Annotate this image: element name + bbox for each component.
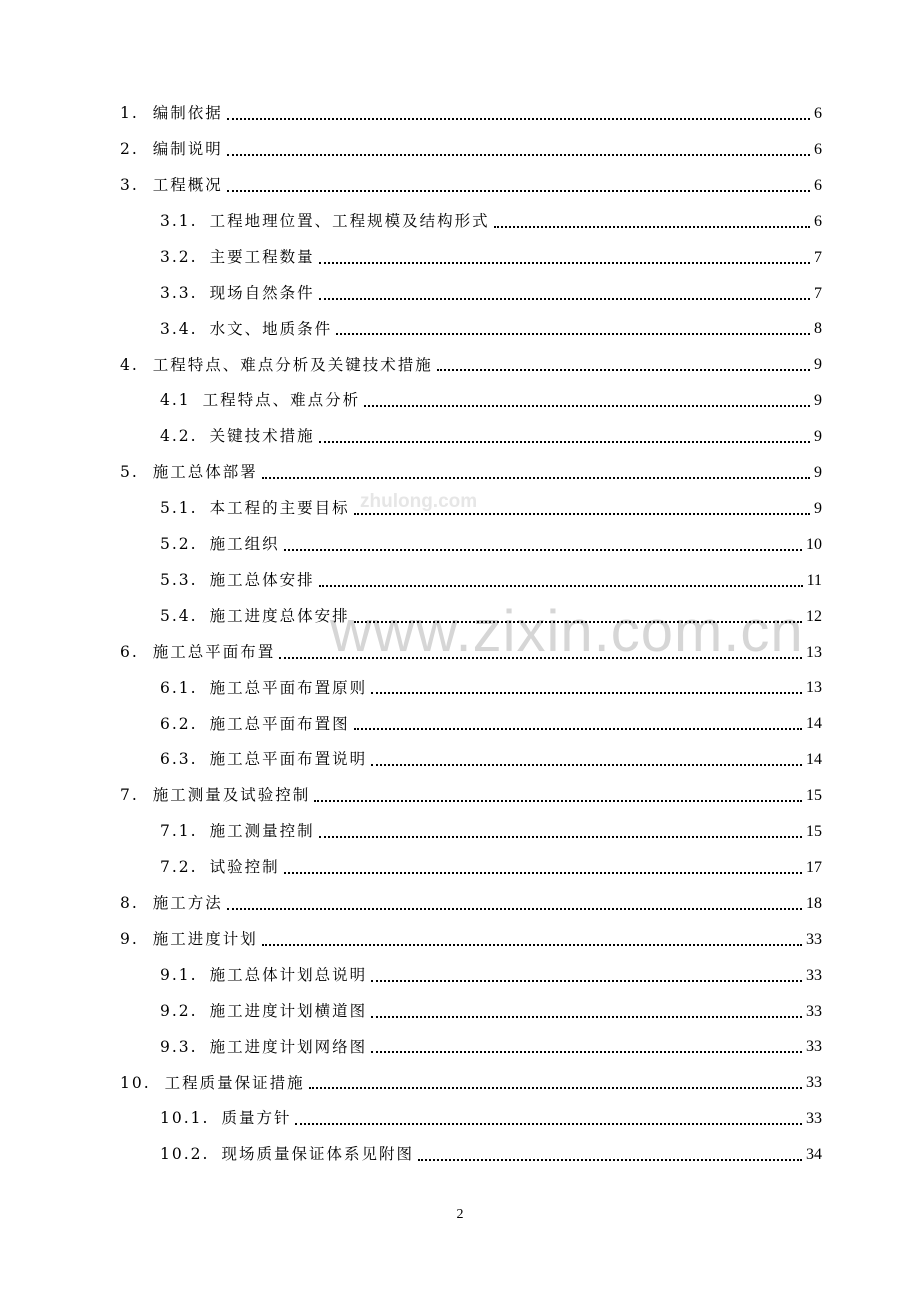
toc-entry-number: 3.3.: [160, 283, 198, 302]
toc-entry-title: 工程特点、难点分析及关键技术措施: [152, 355, 433, 374]
toc-entry-page: 17: [806, 858, 822, 876]
toc-entry[interactable]: [160, 670, 822, 706]
toc-dot-leader: [319, 298, 810, 300]
toc-entry-number: 3.4.: [160, 319, 198, 338]
toc-dot-leader: [319, 262, 810, 264]
toc-entry-number: 10.2.: [160, 1145, 210, 1164]
toc-entry-number: 6.: [120, 642, 139, 661]
toc-entry-number: 7.: [120, 786, 139, 805]
toc-entry-number: 3.: [120, 176, 139, 195]
toc-entry-number: 6.1.: [160, 678, 198, 697]
toc-entry[interactable]: [160, 419, 822, 455]
toc-dot-leader: [319, 836, 802, 838]
toc-entry-title: 施工总平面布置: [152, 642, 276, 661]
toc-entry-number: 5.1.: [160, 499, 198, 518]
toc-entry[interactable]: [160, 599, 822, 635]
toc-dot-leader: [319, 441, 810, 443]
toc-entry-page: 13: [806, 643, 822, 661]
toc-entry[interactable]: [120, 455, 822, 491]
toc-entry-page: 15: [806, 823, 822, 840]
toc-entry-number: 5.: [120, 463, 139, 482]
toc-entry-page: 9: [814, 499, 822, 517]
toc-entry-title: 施工进度总体安排: [209, 606, 350, 625]
toc-entry[interactable]: [120, 635, 822, 671]
toc-dot-leader: [418, 1159, 802, 1161]
toc-entry-number: 5.2.: [160, 535, 198, 554]
toc-entry[interactable]: [160, 850, 822, 886]
toc-dot-leader: [227, 190, 810, 192]
toc-dot-leader: [227, 118, 810, 120]
toc-entry-page: 9: [814, 464, 822, 481]
toc-entry[interactable]: [160, 276, 822, 312]
toc-entry[interactable]: [160, 1029, 822, 1065]
toc-dot-leader: [371, 980, 802, 982]
toc-entry-title: 施工总平面布置原则: [209, 678, 368, 697]
toc-dot-leader: [314, 800, 802, 802]
toc-entry-number: 10.1.: [160, 1109, 210, 1128]
toc-entry-title: 编制依据: [152, 104, 223, 123]
toc-entry-title: 施工方法: [152, 894, 223, 913]
toc-dot-leader: [364, 405, 810, 407]
toc-dot-leader: [309, 1087, 802, 1089]
toc-entry-page: 8: [814, 320, 822, 338]
toc-dot-leader: [371, 1016, 802, 1018]
toc-entry[interactable]: [160, 742, 822, 778]
toc-dot-leader: [295, 1123, 802, 1125]
toc-entry-title: 施工进度计划: [152, 929, 258, 948]
toc-entry-page: 9: [814, 356, 822, 374]
toc-entry[interactable]: [160, 204, 822, 240]
toc-dot-leader: [227, 154, 810, 156]
toc-entry-page: 33: [806, 1002, 822, 1020]
toc-dot-leader: [494, 226, 810, 228]
toc-entry-title: 水文、地质条件: [209, 319, 333, 338]
toc-entry-title: 工程特点、难点分析: [202, 391, 361, 410]
toc-entry-number: 3.2.: [160, 247, 198, 266]
toc-entry[interactable]: [120, 886, 822, 922]
toc-entry-number: 5.4.: [160, 606, 198, 625]
toc-entry-number: 9.1.: [160, 965, 198, 984]
toc-entry-page: 7: [814, 284, 822, 302]
toc-entry-number: 7.2.: [160, 858, 198, 877]
toc-entry[interactable]: [160, 958, 822, 994]
toc-entry-page: 11: [806, 571, 822, 589]
toc-dot-leader: [437, 369, 810, 371]
toc-entry-page: 33: [806, 930, 822, 948]
toc-dot-leader: [354, 621, 802, 623]
toc-entry-number: 1.: [120, 104, 139, 123]
toc-entry-number: 9.: [120, 929, 139, 948]
toc-entry-title: 施工总平面布置说明: [209, 750, 368, 769]
toc-entry-page: 14: [806, 751, 822, 769]
toc-entry-number: 2.: [120, 140, 139, 159]
toc-entry-number: 6.2.: [160, 714, 198, 733]
toc-entry-page: 6: [814, 140, 822, 158]
toc-dot-leader: [262, 944, 802, 946]
toc-dot-leader: [336, 333, 810, 335]
toc-entry-number: 6.3.: [160, 750, 198, 769]
toc-entry-page: 13: [806, 679, 822, 697]
toc-entry[interactable]: [160, 814, 822, 850]
toc-entry[interactable]: [160, 563, 822, 599]
toc-entry[interactable]: [120, 347, 822, 383]
toc-entry-page: 6: [814, 212, 822, 230]
toc-entry-number: 3.1.: [160, 211, 198, 230]
toc-entry-title: 关键技术措施: [209, 427, 315, 446]
toc-entry-title: 试验控制: [209, 858, 280, 877]
toc-entry-title: 工程概况: [152, 176, 223, 195]
toc-dot-leader: [371, 692, 802, 694]
toc-entry[interactable]: [160, 1137, 822, 1173]
watermark-small: zhulong.com: [360, 491, 478, 512]
toc-entry-title: 施工总体安排: [209, 570, 315, 589]
toc-dot-leader: [284, 549, 802, 551]
toc-entry-title: 施工测量及试验控制: [152, 786, 311, 805]
toc-dot-leader: [371, 1051, 802, 1053]
toc-entry-page: 18: [806, 894, 822, 912]
toc-entry-title: 现场自然条件: [209, 283, 315, 302]
toc-entry[interactable]: [120, 778, 822, 814]
toc-entry-page: 33: [806, 1038, 822, 1056]
toc-entry-page: 9: [814, 392, 822, 410]
toc-entry-title: 现场质量保证体系见附图: [221, 1145, 414, 1164]
toc-entry-number: 9.2.: [160, 1001, 198, 1020]
toc-entry-title: 施工总体部署: [152, 463, 258, 482]
toc-entry-page: 33: [806, 966, 822, 984]
toc-entry-page: 7: [814, 248, 822, 266]
toc-entry-title: 施工总平面布置图: [209, 714, 350, 733]
toc-dot-leader: [354, 513, 810, 515]
toc-entry[interactable]: [120, 922, 822, 958]
toc-entry[interactable]: [160, 527, 822, 563]
toc-entry[interactable]: [160, 311, 822, 347]
toc-entry[interactable]: [120, 168, 822, 204]
toc-entry-title: 施工进度计划网络图: [209, 1037, 368, 1056]
toc-entry[interactable]: [160, 706, 822, 742]
toc-entry-number: 4.: [120, 355, 139, 374]
toc-entry-title: 工程地理位置、工程规模及结构形式: [209, 211, 490, 230]
toc-entry[interactable]: [160, 240, 822, 276]
toc-entry-title: 工程质量保证措施: [164, 1073, 305, 1092]
toc-entry-page: 10: [806, 535, 822, 553]
toc-entry-number: 7.1.: [160, 822, 198, 841]
toc-entry-number: 10.: [120, 1073, 151, 1092]
toc-entry-title: 施工总体计划总说明: [209, 965, 368, 984]
toc-entry[interactable]: [160, 1101, 822, 1137]
toc-entry-title: 编制说明: [152, 140, 223, 159]
toc-entry[interactable]: [120, 1065, 822, 1101]
toc-dot-leader: [354, 728, 802, 730]
toc-entry-page: 34: [806, 1146, 822, 1164]
toc-entry-number: 4.2.: [160, 427, 198, 446]
toc-dot-leader: [262, 477, 810, 479]
toc-entry-title: 施工进度计划横道图: [209, 1001, 368, 1020]
toc-entry[interactable]: [120, 132, 822, 168]
toc-entry-page: 14: [806, 715, 822, 733]
toc-entry-page: 9: [814, 428, 822, 446]
toc-dot-leader: [227, 908, 802, 910]
toc-entry-number: 4.1: [160, 391, 191, 410]
toc-entry-page: 33: [806, 1074, 822, 1092]
toc-dot-leader: [319, 585, 803, 587]
toc-dot-leader: [279, 657, 802, 659]
toc-entry-page: 6: [814, 105, 822, 122]
toc-entry-title: 施工组织: [209, 535, 280, 554]
toc-entry[interactable]: [160, 994, 822, 1030]
watermark: www.zixin.com.cn: [330, 599, 804, 664]
toc-entry-title: 质量方针: [221, 1109, 292, 1128]
toc-entry-page: 6: [814, 176, 822, 194]
toc-entry-title: 主要工程数量: [209, 247, 315, 266]
toc-entry-number: 8.: [120, 894, 139, 913]
toc-entry-title: 本工程的主要目标: [209, 499, 350, 518]
page-number: 2: [456, 1207, 464, 1222]
toc-entry[interactable]: [160, 383, 822, 419]
toc-entry[interactable]: [120, 96, 822, 132]
toc-entry-page: 15: [806, 787, 822, 805]
toc-entry-page: 12: [806, 607, 822, 625]
toc-entry-number: 9.3.: [160, 1037, 198, 1056]
toc-entry-title: 施工测量控制: [209, 822, 315, 841]
toc-entry-number: 5.3.: [160, 570, 198, 589]
toc-dot-leader: [284, 872, 802, 874]
toc-dot-leader: [371, 764, 802, 766]
toc-entry[interactable]: [160, 491, 822, 527]
toc-entry-page: 33: [806, 1110, 822, 1128]
